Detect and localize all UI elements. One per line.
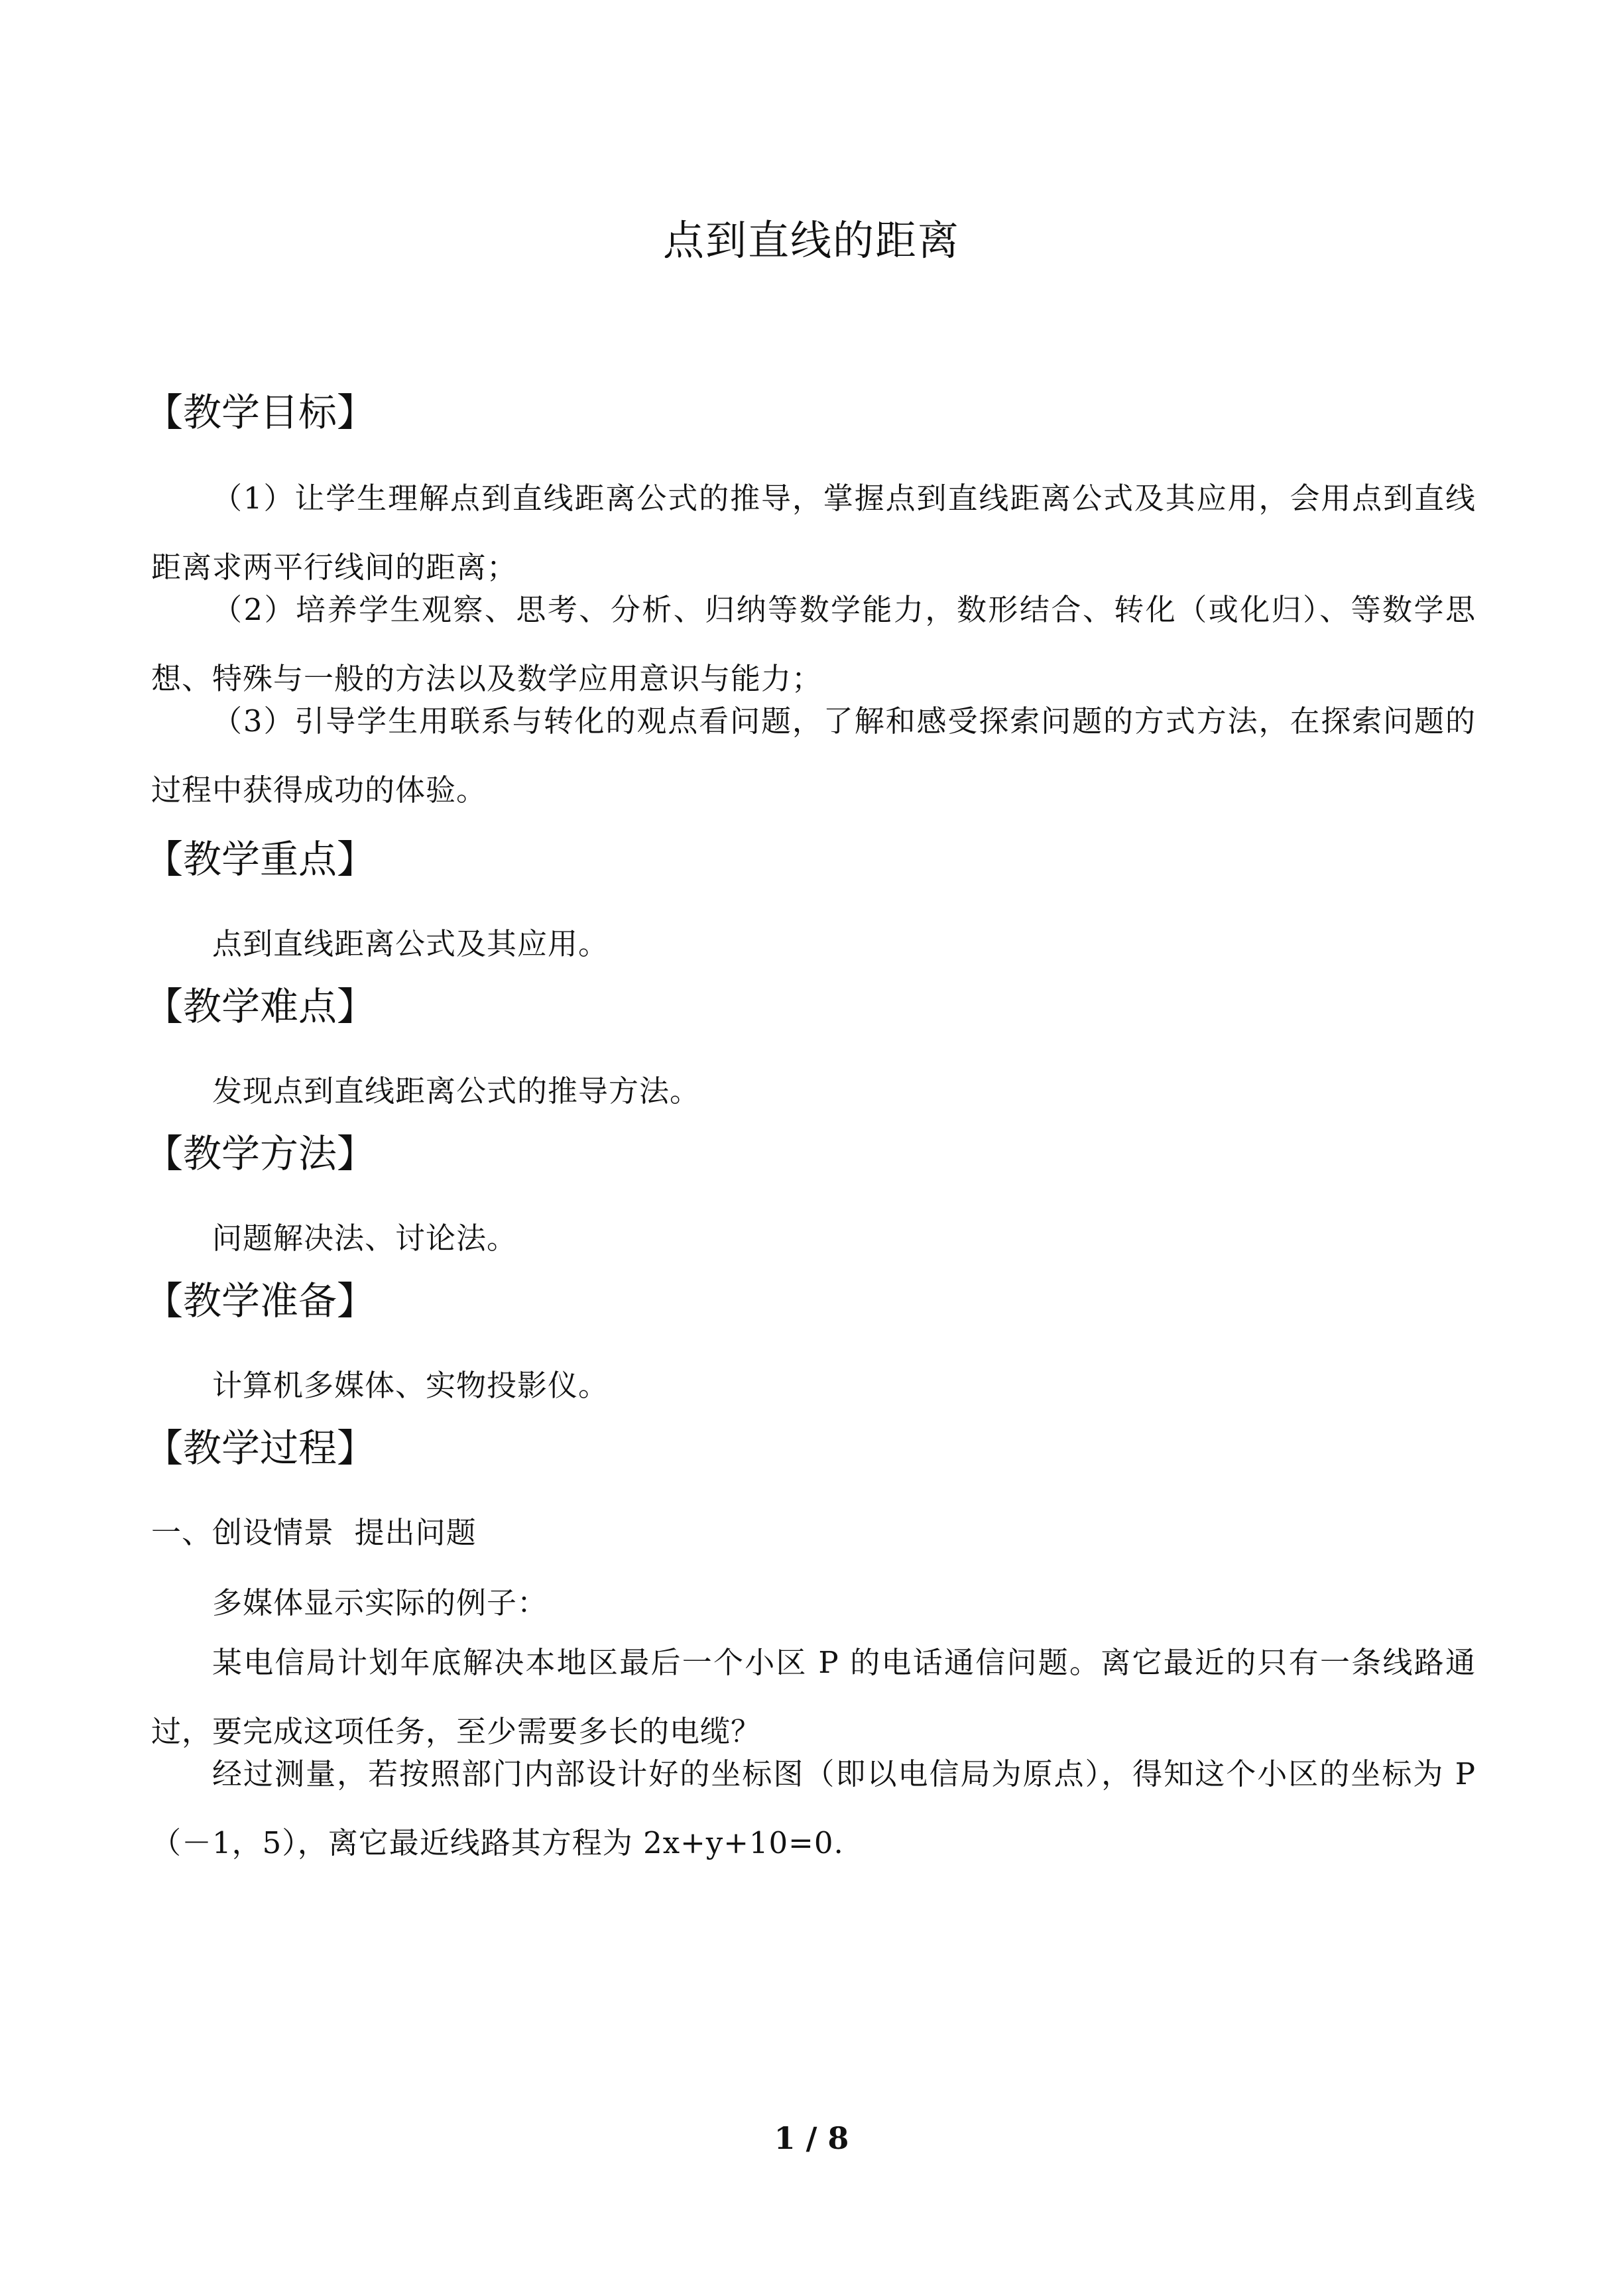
key-points-heading: 【教学重点】 [145, 837, 376, 882]
objectives-heading: 【教学目标】 [145, 390, 376, 435]
difficulties-text: 发现点到直线距离公式的推导方法。 [212, 1073, 701, 1109]
methods-heading: 【教学方法】 [145, 1131, 376, 1176]
methods-text: 问题解决法、讨论法。 [212, 1221, 518, 1256]
objective-item-2: （2）培养学生观察、思考、分析、归纳等数学能力，数形结合、转化（或化归）、等数学思想、特殊与一般的方法以及数学应用意识与能力； [151, 592, 1476, 696]
preparation-text: 计算机多媒体、实物投影仪。 [212, 1368, 609, 1403]
document-title: 点到直线的距离 [662, 216, 960, 265]
process-intro: 多媒体显示实际的例子： [212, 1585, 548, 1620]
page-number: 1 / 8 [774, 2120, 849, 2156]
process-step-title: 一、创设情景 提出问题 [151, 1515, 477, 1550]
objective-item-1: （1）让学生理解点到直线距离公式的推导，掌握点到直线距离公式及其应用，会用点到直线距离求两平行线间的距离； [151, 481, 1476, 585]
process-measurement: 经过测量，若按照部门内部设计好的坐标图（即以电信局为原点），得知这个小区的坐标为 P（－1，5），离它最近线路其方程为 2x+y+10=0. [151, 1756, 1476, 1860]
key-points-text: 点到直线距离公式及其应用。 [212, 926, 609, 961]
process-heading: 【教学过程】 [145, 1425, 376, 1471]
process-problem: 某电信局计划年底解决本地区最后一个小区 P 的电话通信问题。离它最近的只有一条线路通过，要完成这项任务，至少需要多长的电缆？ [151, 1645, 1476, 1749]
objective-item-3: （3）引导学生用联系与转化的观点看问题，了解和感受探索问题的方式方法，在探索问题的过程中获得成功的体验。 [151, 703, 1476, 808]
difficulties-heading: 【教学难点】 [145, 984, 376, 1029]
preparation-heading: 【教学准备】 [145, 1278, 376, 1323]
